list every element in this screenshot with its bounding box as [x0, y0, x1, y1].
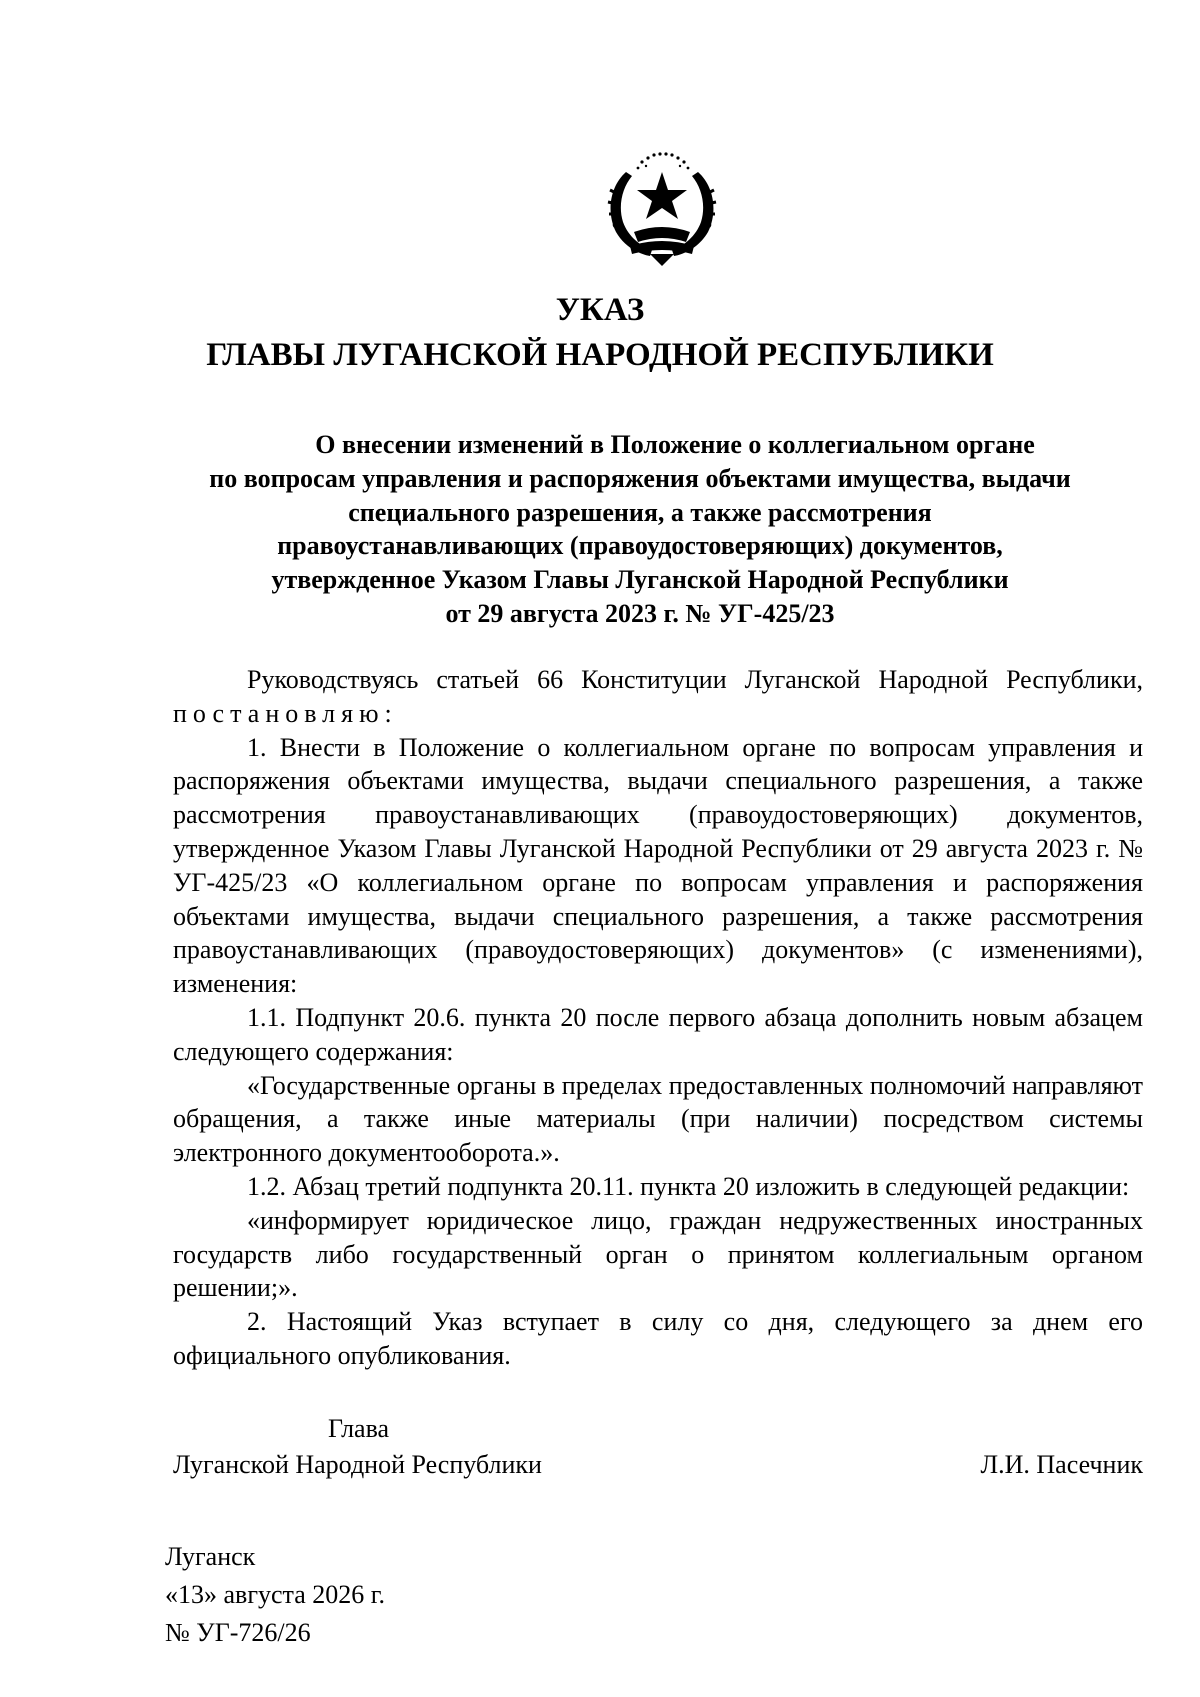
heading-line: по вопросам управления и распоряжения объектами имущества, выдачи	[209, 463, 1071, 493]
preamble-text: Руководствуясь статьей 66 Конституции Луганской Народной Республики,	[247, 665, 1143, 694]
decree-number: № УГ-726/26	[165, 1618, 311, 1647]
paragraph-1-1: 1.1. Подпункт 20.6. пункта 20 после первого абзаца дополнить новым абзацем следующего содержания:	[173, 1002, 1143, 1066]
issue-date: «13» августа 2026 г.	[165, 1580, 385, 1609]
decree-body	[173, 663, 1143, 1373]
lpr-coat-of-arms-emblem	[596, 150, 728, 268]
emblem-graphic	[596, 150, 728, 268]
issue-city: Луганск	[165, 1542, 256, 1571]
decree-footer	[165, 1538, 385, 1652]
decree-word: постановляю:	[173, 698, 398, 728]
heading-line: утвержденное Указом Главы Луганской Народной Республики	[271, 565, 1009, 595]
heading-line: специального разрешения, а также рассмотрения	[348, 497, 932, 527]
paragraph-1: 1. Внести в Положение о коллегиальном органе по вопросам управления и распоряжения объектами имущества, выдачи специального разрешения, а также рассмотрения правоустанавливающих (правоудостоверяющих) документов, утвержденное Указом Главы Луганской Народной Республики от 29 августа 2023 г. № УГ-425/23 «О коллегиальном органе по вопросам управления и распоряжения объектами имущества, выдачи специального разрешения, а также рассмотрения правоустанавливающих (правоудостоверяющих) документов» (с изменениями), изменения:	[173, 732, 1143, 999]
decree-issuer-title: ГЛАВЫ ЛУГАНСКОЙ НАРОДНОЙ РЕСПУБЛИКИ	[206, 337, 994, 373]
heading-line: правоустанавливающих (правоудостоверяющих) документов,	[277, 531, 1003, 561]
signatory-name: Л.И. Пасечник	[980, 1450, 1143, 1479]
heading-line: от 29 августа 2023 г. № УГ-425/23	[445, 598, 835, 628]
preamble-paragraph	[173, 663, 1143, 731]
paragraph-1-1-quote: «Государственные органы в пределах предоставленных полномочий направляют обращения, а также иные материалы (при наличии) посредством системы электронного документооборота.».	[173, 1070, 1143, 1168]
decree-title: УКАЗ	[555, 292, 645, 328]
heading-line: О внесении изменений в Положение о коллегиальном органе	[315, 430, 1035, 459]
paragraph-2: 2. Настоящий Указ вступает в силу со дня, следующего за днем его официального опубликования.	[173, 1307, 1143, 1370]
decree-subject-heading	[160, 428, 1120, 631]
signatory-position: Глава	[328, 1414, 390, 1443]
paragraph-1-2: 1.2. Абзац третий подпункта 20.11. пункта 20 изложить в следующей редакции:	[247, 1171, 1130, 1201]
signatory-organization: Луганской Народной Республики	[173, 1450, 542, 1479]
paragraph-1-2-quote: «информирует юридическое лицо, граждан недружественных иностранных государств либо государственный орган о принятом коллегиальным органом решении;».	[173, 1205, 1143, 1303]
